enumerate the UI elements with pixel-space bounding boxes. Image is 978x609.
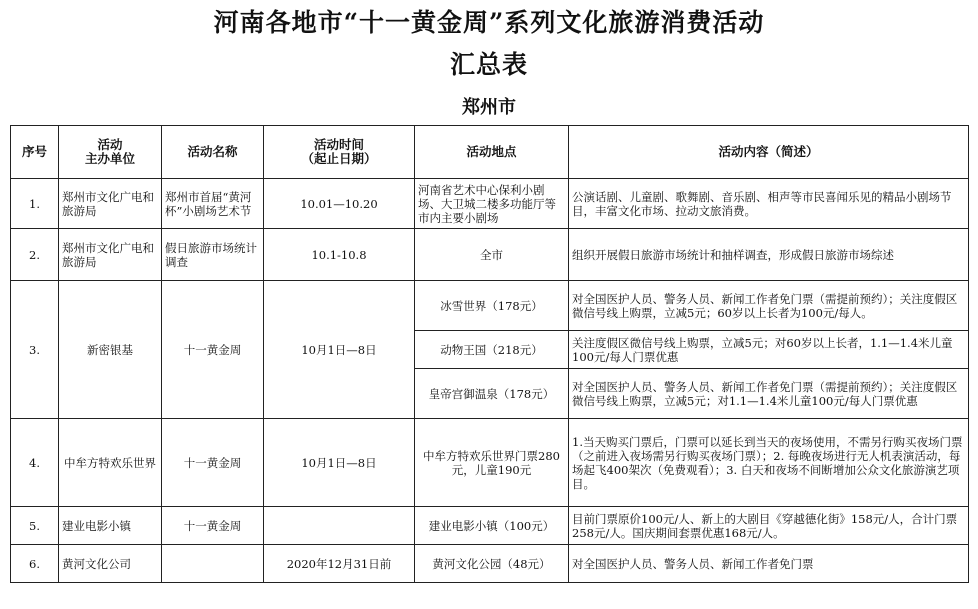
document-title: 河南各地市“十一黄金周”系列文化旅游消费活动: [213, 8, 765, 37]
header-no: 序号: [11, 126, 59, 179]
cell-name: 十一黄金周: [162, 281, 264, 419]
cell-organizer: 黄河文化公司: [59, 545, 162, 583]
cell-organizer: 中牟方特欢乐世界: [59, 419, 162, 507]
cell-time: 10月1日—8日: [264, 281, 415, 419]
cell-no: 6.: [11, 545, 59, 583]
header-name: 活动名称: [162, 126, 264, 179]
cell-organizer: 郑州市文化广电和旅游局: [59, 229, 162, 281]
cell-name: 郑州市首届“黄河杯”小剧场艺术节: [162, 179, 264, 229]
header-organizer-line2: 主办单位: [84, 151, 135, 166]
cell-no: 5.: [11, 507, 59, 545]
cell-no: 4.: [11, 419, 59, 507]
cell-content: 对全国医护人员、警务人员、新闻工作者免门票（需提前预约）；关注度假区微信号线上购票，立减5元；对1.1—1.4米儿童100元/每人门票优惠: [569, 369, 969, 419]
cell-name: [162, 545, 264, 583]
cell-name: 假日旅游市场统计调查: [162, 229, 264, 281]
cell-content: 1.当天购买门票后，门票可以延长到当天的夜场使用，不需另行购买夜场门票（之前进入夜场需另行购买夜场门票）；2. 每晚夜场进行无人机表演活动，每场起飞400架次（免费观看）；3. 白天和夜场不间断增加公众文化旅游演艺项目。: [569, 419, 969, 507]
cell-time: 2020年12月31日前: [264, 545, 415, 583]
cell-name: 十一黄金周: [162, 507, 264, 545]
cell-time: 10月1日—8日: [264, 419, 415, 507]
cell-organizer: 建业电影小镇: [59, 507, 162, 545]
cell-place: 黄河文化公园（48元）: [415, 545, 569, 583]
cell-no: 1.: [11, 179, 59, 229]
city-heading: 郑州市: [462, 97, 516, 118]
cell-no: 2.: [11, 229, 59, 281]
activity-table: [10, 125, 969, 583]
cell-name: 十一黄金周: [162, 419, 264, 507]
table-header-row: [11, 126, 969, 179]
cell-organizer: 郑州市文化广电和旅游局: [59, 179, 162, 229]
table-row: [11, 419, 969, 507]
document-subtitle: 汇总表: [449, 50, 528, 79]
cell-place: 中牟方特欢乐世界门票280元，儿童190元: [415, 419, 569, 507]
cell-content: 对全国医护人员、警务人员、新闻工作者免门票: [569, 545, 969, 583]
table-row: [11, 545, 969, 583]
cell-time: [264, 507, 415, 545]
cell-organizer: 新密银基: [59, 281, 162, 419]
cell-time: 10.01—10.20: [264, 179, 415, 229]
header-place: 活动地点: [415, 126, 569, 179]
cell-place: 全市: [415, 229, 569, 281]
table-row: [11, 281, 969, 331]
header-time: [264, 126, 415, 179]
cell-place: 冰雪世界（178元）: [415, 281, 569, 331]
table-row: [11, 179, 969, 229]
header-content: 活动内容（简述）: [569, 126, 969, 179]
cell-place: 皇帝宫御温泉（178元）: [415, 369, 569, 419]
cell-place: 建业电影小镇（100元）: [415, 507, 569, 545]
table-row: [11, 229, 969, 281]
cell-content: 关注度假区微信号线上购票，立减5元；对60岁以上长者，1.1—1.4米儿童100元/每人门票优惠: [569, 331, 969, 369]
cell-place: 动物王国（218元）: [415, 331, 569, 369]
cell-time: 10.1-10.8: [264, 229, 415, 281]
table-row: [11, 507, 969, 545]
cell-content: 组织开展假日旅游市场统计和抽样调查，形成假日旅游市场综述: [569, 229, 969, 281]
header-time-line2: （起止日期）: [301, 151, 377, 166]
cell-content: 公演话剧、儿童剧、歌舞剧、音乐剧、相声等市民喜闻乐见的精品小剧场节目，丰富文化市场、拉动文旅消费。: [569, 179, 969, 229]
cell-no: 3.: [11, 281, 59, 419]
header-organizer-line1: 活动: [97, 137, 123, 152]
header-organizer: [59, 126, 162, 179]
header-time-line1: 活动时间: [313, 137, 364, 152]
cell-place: 河南省艺术中心保利小剧场、大卫城二楼多功能厅等市内主要小剧场: [415, 179, 569, 229]
cell-content: 对全国医护人员、警务人员、新闻工作者免门票（需提前预约）；关注度假区微信号线上购票，立减5元；60岁以上长者为100元/每人。: [569, 281, 969, 331]
cell-content: 目前门票原价100元/人、新上的大剧目《穿越德化街》158元/人，合计门票258元/人。国庆期间套票优惠168元/人。: [569, 507, 969, 545]
